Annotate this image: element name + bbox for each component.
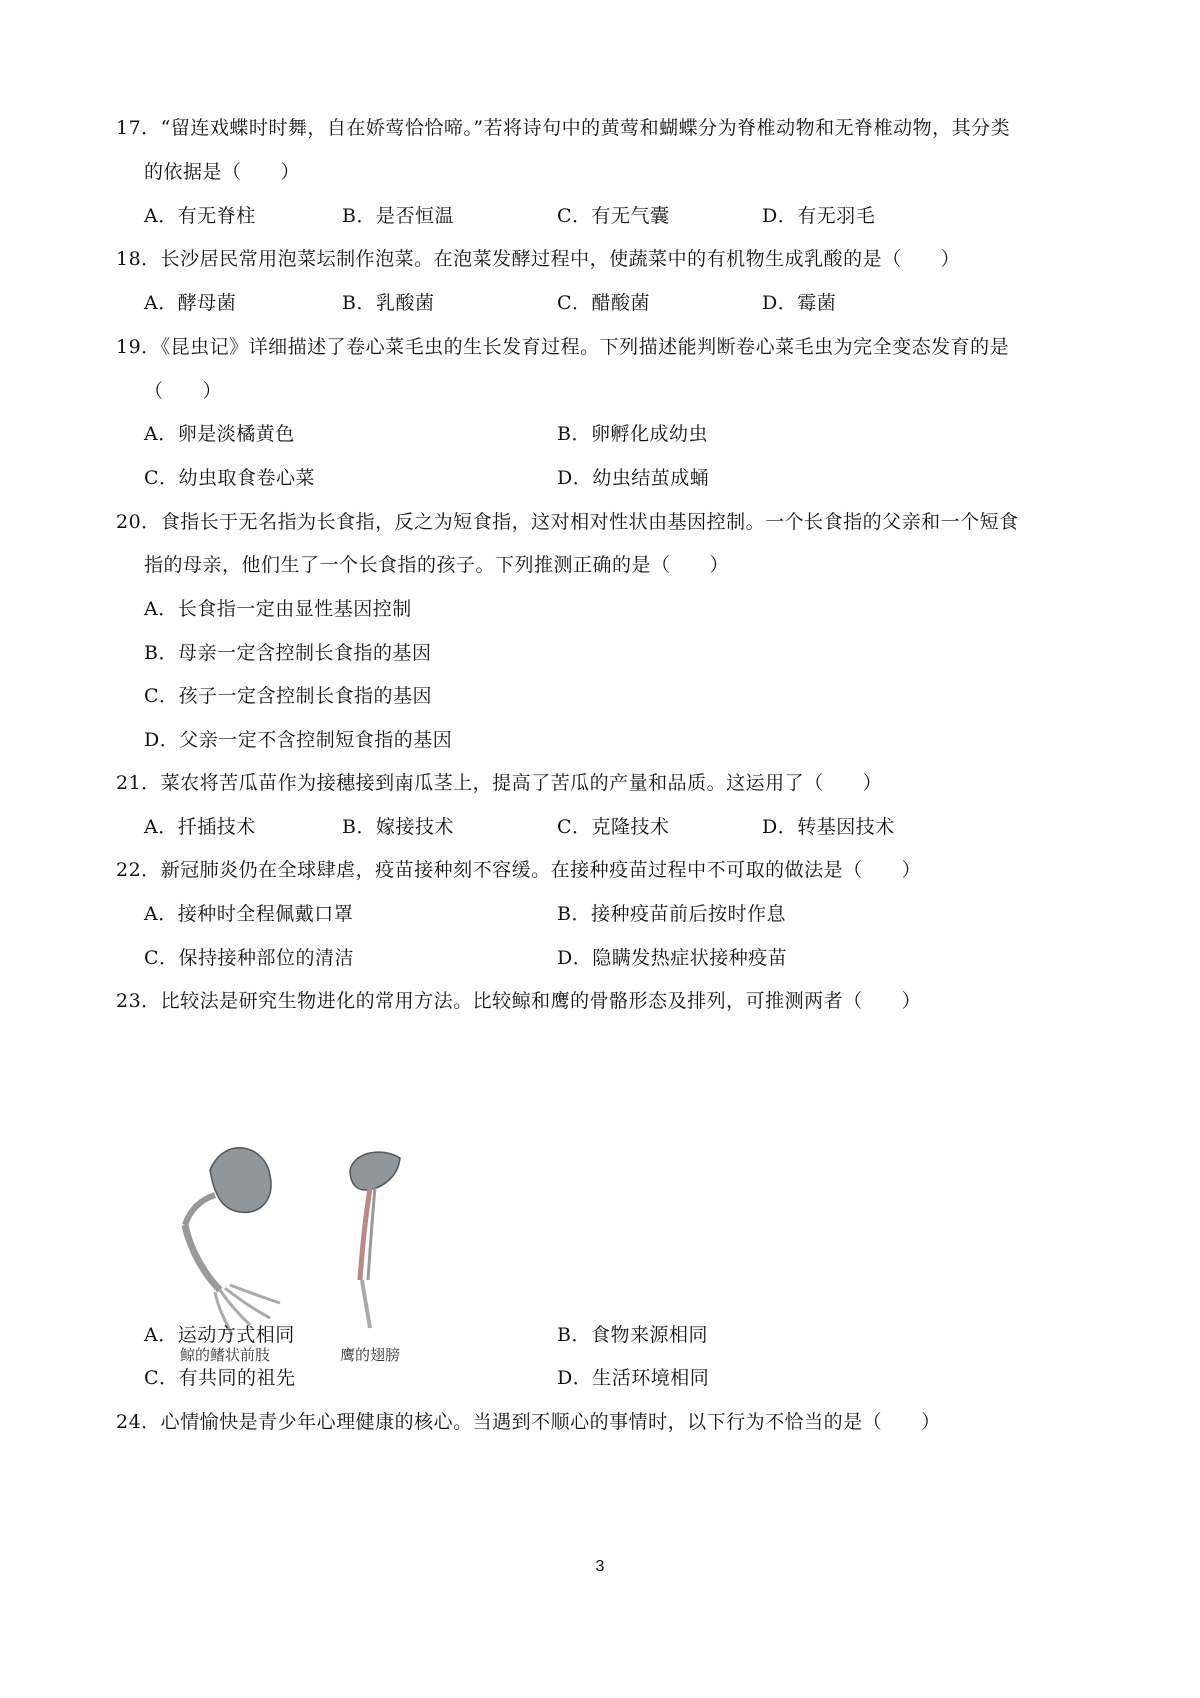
q19-stem-line1: 19．《昆虫记》详细描述了卷心菜毛虫的生长发育过程。下列描述能判断卷心菜毛虫为完全变态发育的是: [116, 336, 1010, 358]
q22-option-c: C．保持接种部位的清洁: [144, 947, 355, 969]
q17-option-d: D．有无羽毛: [762, 205, 876, 227]
q17-option-a: A．有无脊柱: [144, 205, 256, 227]
q21-option-a: A．扦插技术: [144, 816, 256, 838]
q18-option-c: C．醋酸菌: [557, 292, 651, 314]
q17-stem-line2: 的依据是（ ）: [144, 161, 301, 183]
q17-option-b: B．是否恒温: [342, 205, 454, 227]
q21-option-d: D．转基因技术: [762, 816, 895, 838]
q19-option-a: A．卵是淡橘黄色: [144, 423, 295, 445]
q24-stem: 24．心情愉快是青少年心理健康的核心。当遇到不顺心的事情时，以下行为不恰当的是（ ）: [116, 1411, 941, 1433]
q20-option-a: A．长食指一定由显性基因控制: [144, 598, 412, 620]
q18-option-a: A．酵母菌: [144, 292, 237, 314]
q23-stem: 23．比较法是研究生物进化的常用方法。比较鲸和鹰的骨骼形态及排列，可推测两者（ ）: [116, 990, 922, 1012]
q17-stem-line1: 17．“留连戏蝶时时舞，自在娇莺恰恰啼。”若将诗句中的黄莺和蝴蝶分为脊椎动物和无脊椎动物，其分类: [116, 117, 1011, 139]
eagle-caption: 鹰的翅膀: [340, 1346, 401, 1364]
q19-option-d: D．幼虫结茧成蛹: [557, 467, 710, 489]
q20-stem-line1: 20．食指长于无名指为长食指，反之为短食指，这对相对性状由基因控制。一个长食指的父亲和一个短食: [116, 511, 1019, 533]
q20-option-d: D．父亲一定不含控制短食指的基因: [144, 729, 453, 751]
q21-stem: 21．菜农将苦瓜苗作为接穗接到南瓜茎上，提高了苦瓜的产量和品质。这运用了（ ）: [116, 772, 883, 794]
whale-flipper-drawing: [185, 1148, 280, 1335]
q23-option-b: B．食物来源相同: [557, 1324, 708, 1346]
q20-stem-line2: 指的母亲，他们生了一个长食指的孩子。下列推测正确的是（ ）: [144, 554, 730, 576]
q23-option-d: D．生活环境相同: [557, 1367, 710, 1389]
q19-option-b: B．卵孵化成幼虫: [557, 423, 708, 445]
q18-option-d: D．霉菌: [762, 292, 837, 314]
q21-option-b: B．嫁接技术: [342, 816, 454, 838]
q22-option-d: D．隐瞒发热症状接种疫苗: [557, 947, 788, 969]
q17-option-c: C．有无气囊: [557, 205, 670, 227]
q18-stem: 18．长沙居民常用泡菜坛制作泡菜。在泡菜发酵过程中，使蔬菜中的有机物生成乳酸的是（ ）: [116, 248, 961, 270]
whale-caption: 鲸的鳍状前肢: [180, 1346, 271, 1364]
q22-stem: 22．新冠肺炎仍在全球肆虐，疫苗接种刻不容缓。在接种疫苗过程中不可取的做法是（ ）: [116, 859, 922, 881]
eagle-wing-drawing: [350, 1152, 400, 1328]
q23-option-a: A．运动方式相同: [144, 1324, 295, 1346]
q22-option-b: B．接种疫苗前后按时作息: [557, 903, 786, 925]
q19-stem-line2: （ ）: [144, 380, 223, 402]
q18-option-b: B．乳酸菌: [342, 292, 435, 314]
q20-option-c: C．孩子一定含控制长食指的基因: [144, 685, 433, 707]
q22-option-a: A．接种时全程佩戴口罩: [144, 903, 354, 925]
q19-option-c: C．幼虫取食卷心菜: [144, 467, 316, 489]
q20-option-b: B．母亲一定含控制长食指的基因: [144, 642, 432, 664]
q21-option-c: C．克隆技术: [557, 816, 670, 838]
page-number: 3: [595, 1558, 605, 1575]
q23-option-c: C．有共同的祖先: [144, 1367, 296, 1389]
